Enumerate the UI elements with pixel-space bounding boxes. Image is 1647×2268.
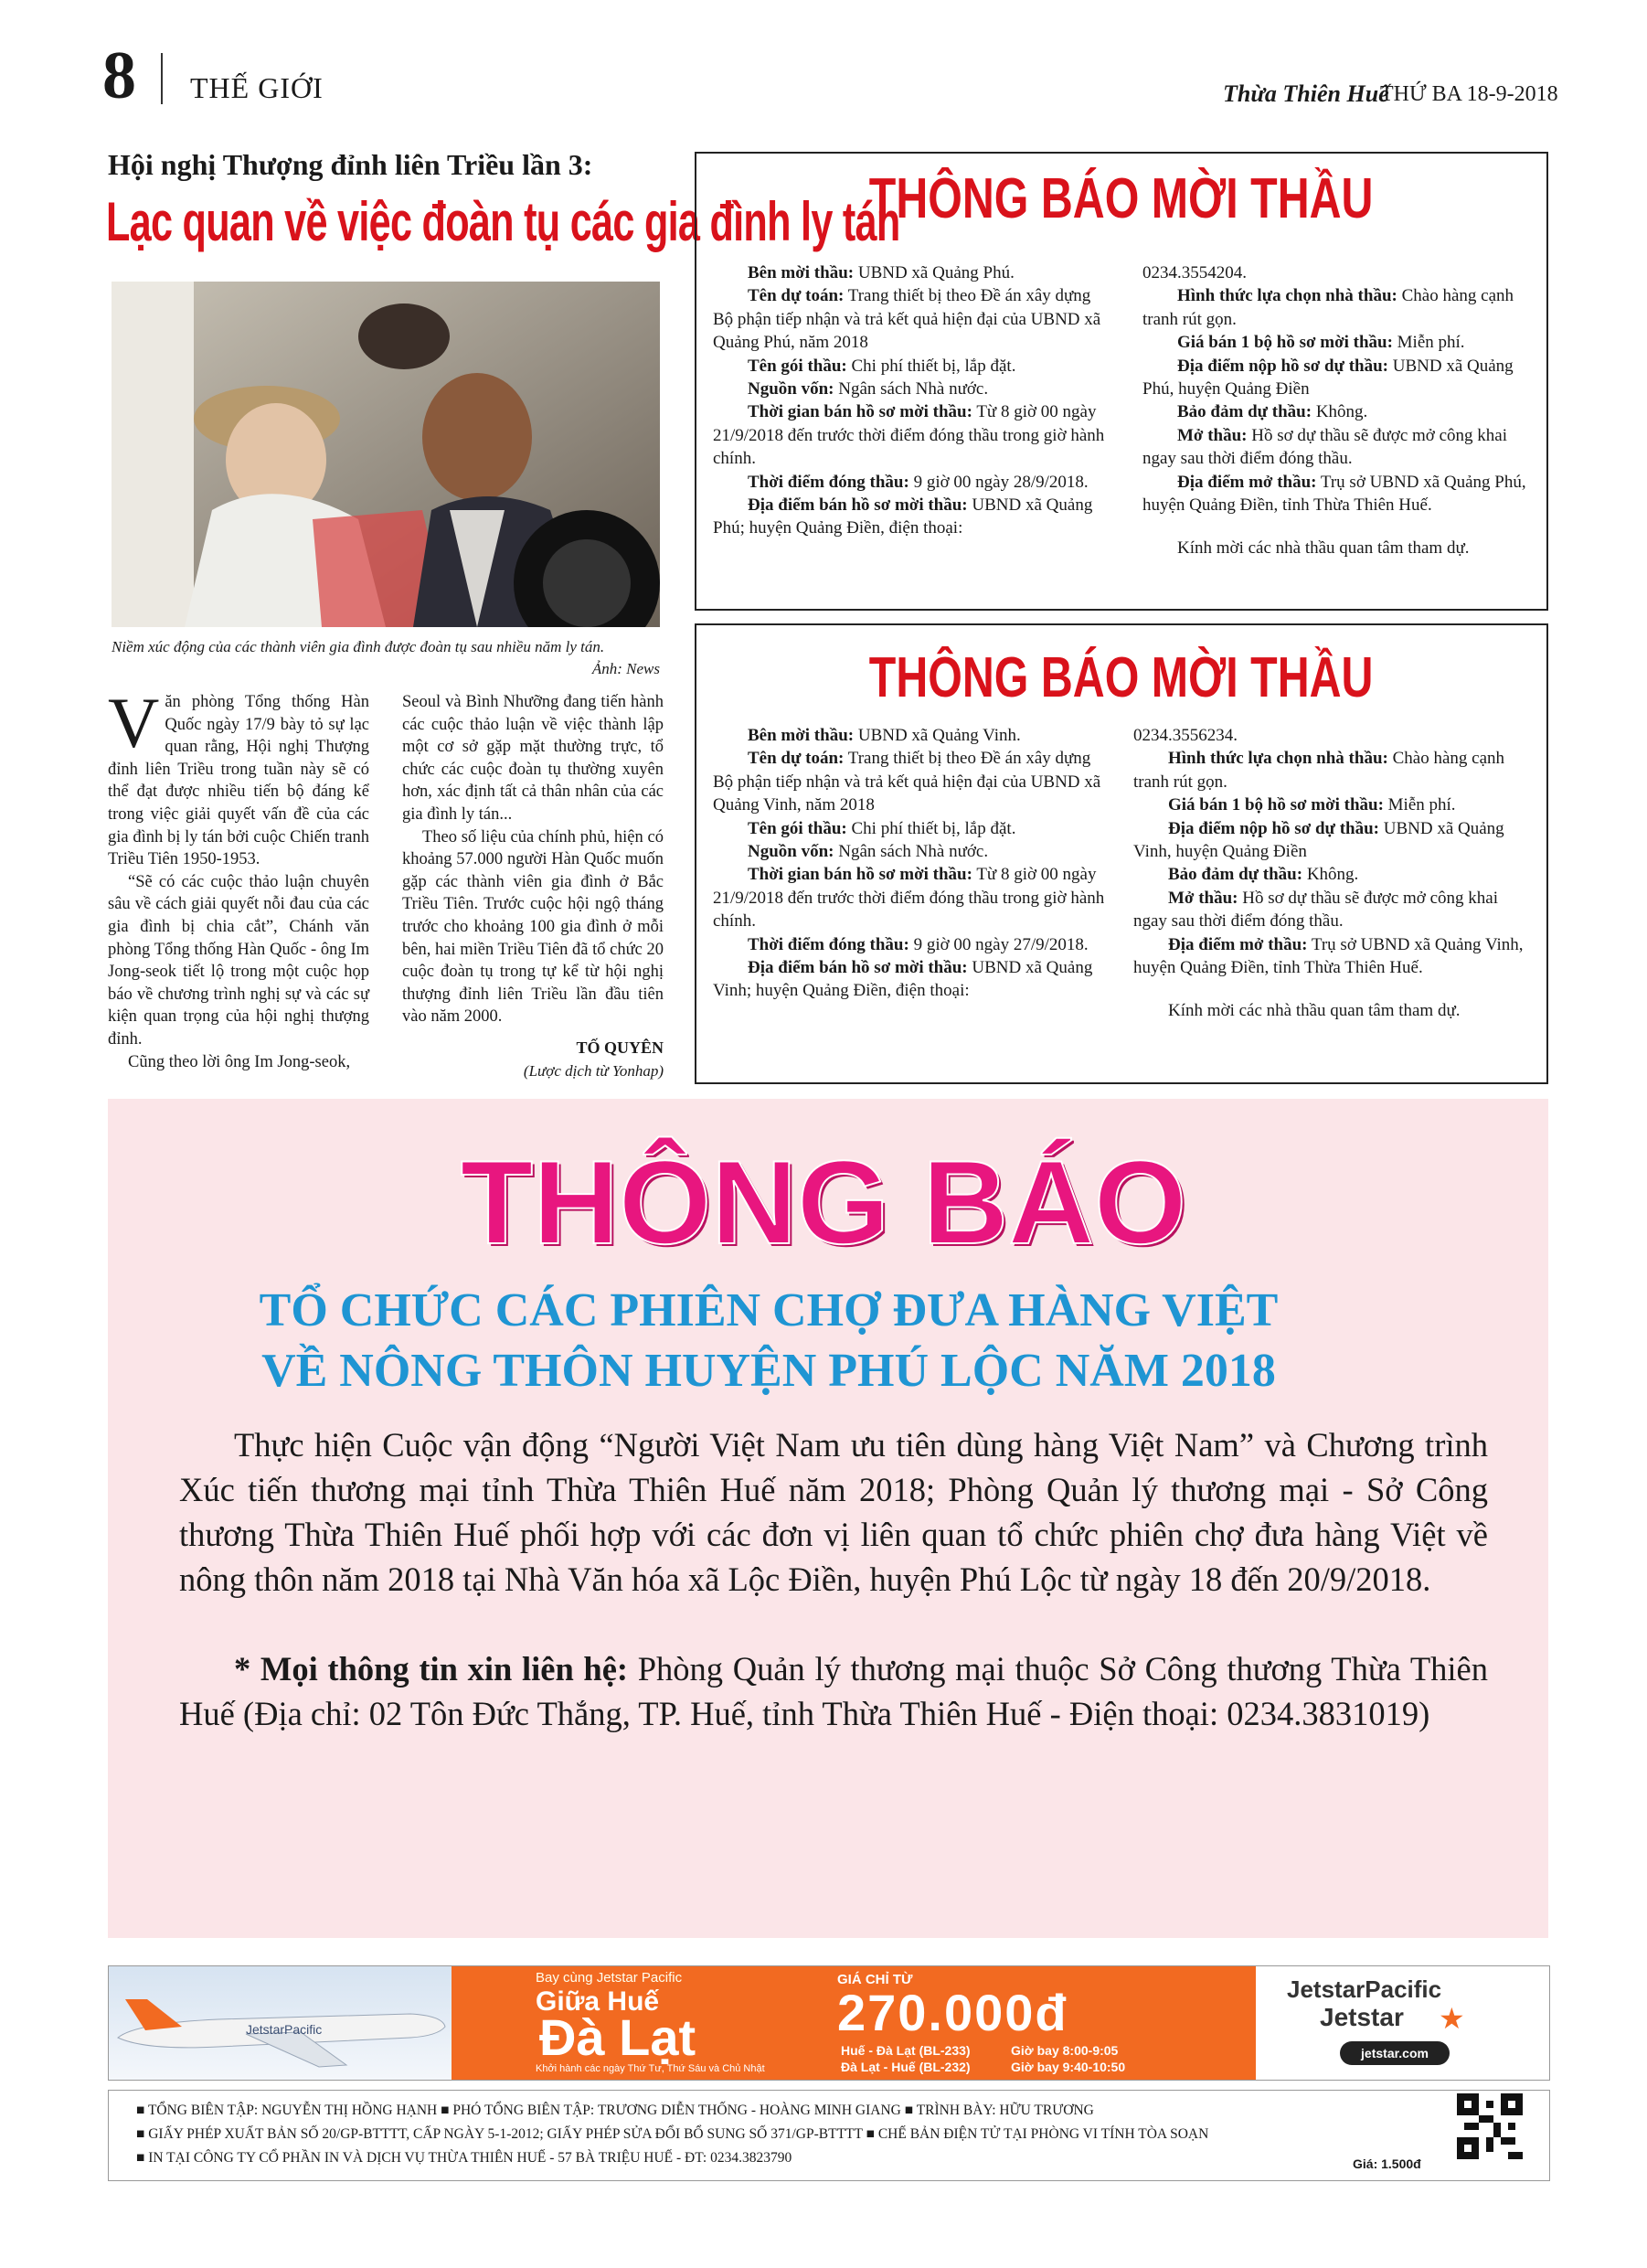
brand-jetstar-pacific: JetstarPacific — [1287, 1975, 1442, 2003]
tender-item: Mở thầu: Hồ sơ dự thầu sẽ được mở công khai ngay sau thời điểm đóng thầu. — [1133, 888, 1498, 932]
tender-notice-quang-vinh — [695, 623, 1548, 1084]
article-source: (Lược dịch từ Yonhap) — [523, 1062, 664, 1080]
tender-item: Bảo đảm dự thầu: Không. — [1177, 402, 1368, 422]
airplane-image — [109, 1966, 452, 2080]
tender-item: Tên dự toán: Trang thiết bị theo Đề án xây dựng Bộ phận tiếp nhận và trả kết quả hiện đại của UBND xã Quảng Vinh, năm 2018 — [713, 749, 1101, 815]
tender-item: Địa điểm nộp hồ sơ dự thầu: UBND xã Quảng Phú, huyện Quảng Điền — [1142, 356, 1514, 399]
tender-left-column — [713, 724, 1115, 1003]
ad-flight-1: Huế - Đà Lạt (BL-233) — [841, 2043, 971, 2058]
tender-item: Địa điểm mở thầu: Trụ sở UBND xã Quảng Phú, huyện Quảng Điền, tỉnh Thừa Thiên Huế. — [1142, 472, 1526, 516]
newspaper-name: Thừa Thiên Huế — [1223, 80, 1389, 107]
tender-item: Hình thức lựa chọn nhà thầu: Chào hàng cạnh tranh rút gọn. — [1133, 749, 1504, 792]
article-paragraph: Theo số liệu của chính phủ, hiện có khoảng 57.000 người Hàn Quốc muốn gặp các thành viên gia đình ở Bắc Triều Tiên. Trước cuộc hội ngộ tháng trước cho khoảng 100 gia đình ở mỗi bên, hai miền Triều Tiên đã tổ chức 20 cuộc đoàn tụ trong tự kể từ hội nghị thượng đỉnh liên Triều lần đầu tiên vào năm 2000. — [402, 827, 664, 1027]
photo-credit: Ảnh: News — [591, 660, 660, 677]
article-author: TỐ QUYÊN — [576, 1038, 664, 1057]
tender-item: Địa điểm mở thầu: Trụ sở UBND xã Quảng Vinh, huyện Quảng Điền, tỉnh Thừa Thiên Huế. — [1133, 934, 1524, 978]
tender-item: Nguồn vốn: Ngân sách Nhà nước. — [748, 379, 989, 399]
jetstar-ad-banner[interactable] — [108, 1965, 1550, 2081]
notice-title: THÔNG BÁO — [460, 1135, 1187, 1269]
tender-item: Hình thức lựa chọn nhà thầu: Chào hàng cạnh tranh rút gọn. — [1142, 286, 1514, 329]
tender-item: Thời điểm đóng thầu: 9 giờ 00 ngày 27/9/2018. — [748, 934, 1089, 954]
footer-license: ■ GIẤY PHÉP XUẤT BẢN SỐ 20/GP-BTTTT, CẤP NGÀY 5-1-2012; GIẤY PHÉP SỬA ĐỔI BỔ SUNG SỐ 371/GP-BTTTT ■ CHẾ BẢN ĐIỆN TỬ TẠI PHÒNG VI TÍNH TÒA SOẠN — [136, 2126, 1209, 2142]
footer-editors: ■ TỔNG BIÊN TẬP: NGUYỄN THỊ HỒNG HẠNH ■ PHÓ TỔNG BIÊN TẬP: TRƯƠNG DIỄN THỐNG - HOÀNG MINH GIANG ■ TRÌNH BÀY: HỮU TRƯƠNG — [136, 2103, 1094, 2118]
tender-closing: Kính mời các nhà thầu quan tâm tham dự. — [1177, 538, 1470, 559]
tender-item: Mở thầu: Hồ sơ dự thầu sẽ được mở công khai ngay sau thời điểm đóng thầu. — [1142, 425, 1507, 469]
tender-closing: Kính mời các nhà thầu quan tâm tham dự. — [1168, 1001, 1461, 1021]
tender-item: Tên gói thầu: Chi phí thiết bị, lắp đặt. — [748, 818, 1016, 838]
ad-route-top: Giữa Huế — [536, 1986, 660, 2017]
tender-left-column — [713, 261, 1115, 540]
issue-date: THỨ BA 18-9-2018 — [1380, 82, 1558, 106]
tender-item: Giá bán 1 bộ hồ sơ mời thầu: Miễn phí. — [1177, 333, 1465, 353]
family-reunion-photo — [112, 282, 660, 627]
notice-subtitle-2: VỀ NÔNG THÔN HUYỆN PHÚ LỘC NĂM 2018 — [261, 1345, 1276, 1397]
tender-item: Thời gian bán hồ sơ mời thầu: Từ 8 giờ 00 ngày 21/9/2018 đến trước thời điểm đóng thầu trong giờ hành chính. — [713, 402, 1105, 469]
airplane-icon — [109, 1966, 452, 2080]
tender-item: Bảo đảm dự thầu: Không. — [1168, 865, 1359, 885]
page-number: 8 — [102, 38, 136, 113]
ad-tagline: Bay cùng Jetstar Pacific — [536, 1970, 683, 1986]
notice-paragraph: Thực hiện Cuộc vận động “Người Việt Nam ưu tiên dùng hàng Việt Nam” và Chương trình Xúc tiến thương mại tỉnh Thừa Thiên Huế năm 2018; Phòng Quản lý thương mại - Sở Công thương Thừa Thiên Huế phối hợp với các đơn vị liên quan tổ chức phiên chợ đưa hàng Việt về nông thôn năm 2018 tại Nhà Văn hóa xã Lộc Điền, huyện Phú Lộc từ ngày 18 đến 20/9/2018. — [179, 1426, 1488, 1598]
tender-notice-quang-phu — [695, 152, 1548, 611]
jetstar-logo — [1256, 1966, 1549, 2080]
tender-item: Thời điểm đóng thầu: 9 giờ 00 ngày 28/9/2018. — [748, 472, 1089, 492]
star-icon: ★ — [1439, 2002, 1465, 2035]
tender-item: Bên mời thầu: UBND xã Quảng Phú. — [748, 263, 1015, 282]
ad-days: Khởi hành các ngày Thứ Tư, Thứ Sáu và Chủ Nhật — [536, 2063, 765, 2074]
plane-brand: JetstarPacific — [246, 2022, 323, 2037]
header-divider — [161, 53, 163, 104]
tender-item: Giá bán 1 bộ hồ sơ mời thầu: Miễn phí. — [1168, 795, 1456, 815]
ad-flight-2: Đà Lạt - Huế (BL-232) — [841, 2060, 971, 2074]
tender-item: Thời gian bán hồ sơ mời thầu: Từ 8 giờ 00 ngày 21/9/2018 đến trước thời điểm đóng thầu trong giờ hành chính. — [713, 865, 1105, 932]
tender-title: THÔNG BÁO MỜI THẦU — [869, 646, 1374, 709]
masthead-footer — [108, 2090, 1550, 2181]
ad-price: 270.000đ — [837, 1984, 1068, 2041]
article-headline: Lạc quan về việc đoàn tụ các gia đình ly tán — [106, 191, 900, 252]
tender-item: Tên dự toán: Trang thiết bị theo Đề án xây dựng Bộ phận tiếp nhận và trả kết quả hiện đại của UBND xã Quảng Phú, năm 2018 — [713, 286, 1101, 353]
tender-item: Địa điểm bán hồ sơ mời thầu: UBND xã Quảng Vinh; huyện Quảng Điền, điện thoại: — [713, 958, 1093, 1001]
ad-promo — [452, 1966, 1256, 2080]
article-photo — [112, 282, 660, 627]
article-paragraph: ăn phòng Tổng thống Hàn Quốc ngày 17/9 bày tỏ sự lạc quan rằng, Hội nghị Thượng đỉnh liên Triều trong tuần này sẽ có thể đạt được nhiều tiến bộ đáng kể trong việc giải quyết vấn đề của các gia đình bị ly tán bởi cuộc Chiến tranh Triều Tiên 1950-1953. — [108, 693, 369, 869]
tender-item: Bên mời thầu: UBND xã Quảng Vinh. — [748, 726, 1021, 745]
tender-item: Nguồn vốn: Ngân sách Nhà nước. — [748, 842, 989, 862]
article-paragraph: “Sẽ có các cuộc thảo luận chuyên sâu về cách giải quyết nỗi đau của các gia đình bị chia cắt”, Chánh văn phòng Tổng thống Hàn Quốc - ông Im Jong-seok tiết lộ trong một cuộc họp báo về chương trình nghị sự và các sự kiện quan trọng của hội nghị thượng đỉnh. — [108, 872, 369, 1049]
article-column-2 — [402, 691, 664, 1028]
tender-phone: 0234.3554204. — [1142, 263, 1247, 282]
ad-price-label: GIÁ CHỈ TỪ — [837, 1972, 913, 1987]
tender-title: THÔNG BÁO MỜI THẦU — [869, 167, 1374, 230]
ad-url-link[interactable]: jetstar.com — [1340, 2041, 1450, 2065]
photo-caption: Niềm xúc động của các thành viên gia đình được đoàn tụ sau nhiều năm ly tán. — [112, 638, 605, 655]
tender-phone: 0234.3556234. — [1133, 726, 1238, 745]
issue-price: Giá: 1.500đ — [1353, 2156, 1421, 2171]
ad-route-main: Đà Lạt — [539, 2008, 696, 2066]
article-kicker: Hội nghị Thượng đỉnh liên Triều lần 3: — [108, 148, 593, 181]
tender-item: Địa điểm bán hồ sơ mời thầu: UBND xã Quảng Phú; huyện Quảng Điền, điện thoại: — [713, 495, 1093, 538]
brand-jetstar: Jetstar — [1320, 2003, 1404, 2031]
section-name: THẾ GIỚI — [190, 71, 324, 104]
tender-item: Tên gói thầu: Chi phí thiết bị, lắp đặt. — [748, 356, 1016, 376]
notice-contact: * Mọi thông tin xin liên hệ: Phòng Quản lý thương mại thuộc Sở Công thương Thừa Thiên Huế (Địa chỉ: 02 Tôn Đức Thắng, TP. Huế, tỉnh Thừa Thiên Huế - Điện thoại: 0234.3831019) — [179, 1650, 1488, 1732]
tender-right-column — [1133, 724, 1526, 1023]
article-paragraph: Cũng theo lời ông Im Jong-seok, — [128, 1052, 351, 1071]
notice-body — [179, 1422, 1488, 1736]
article-column-1 — [108, 683, 369, 1073]
ad-flight-2-time: Giờ bay 9:40-10:50 — [1011, 2060, 1126, 2074]
notice-subtitle-1: TỔ CHỨC CÁC PHIÊN CHỢ ĐƯA HÀNG VIỆT — [259, 1284, 1279, 1336]
article-paragraph: Seoul và Bình Nhưỡng đang tiến hành các cuộc thảo luận về việc thành lập một cơ sở gặp mặt thường trực, tổ chức các cuộc đoàn tụ thường xuyên hơn, xác định tất cả thân nhân của các gia đình ly tán... — [402, 693, 664, 824]
tender-item: Địa điểm nộp hồ sơ dự thầu: UBND xã Quảng Vinh, huyện Quảng Điền — [1133, 818, 1504, 862]
drop-cap: V — [108, 683, 160, 762]
ad-flight-1-time: Giờ bay 8:00-9:05 — [1011, 2043, 1119, 2058]
tender-right-column — [1142, 261, 1526, 560]
footer-printer: ■ IN TẠI CÔNG TY CỔ PHẦN IN VÀ DỊCH VỤ THỪA THIÊN HUẾ - 57 BÀ TRIỆU HUẾ - ĐT: 0234.3823790 — [136, 2150, 792, 2166]
qr-code-icon — [1457, 2093, 1523, 2159]
